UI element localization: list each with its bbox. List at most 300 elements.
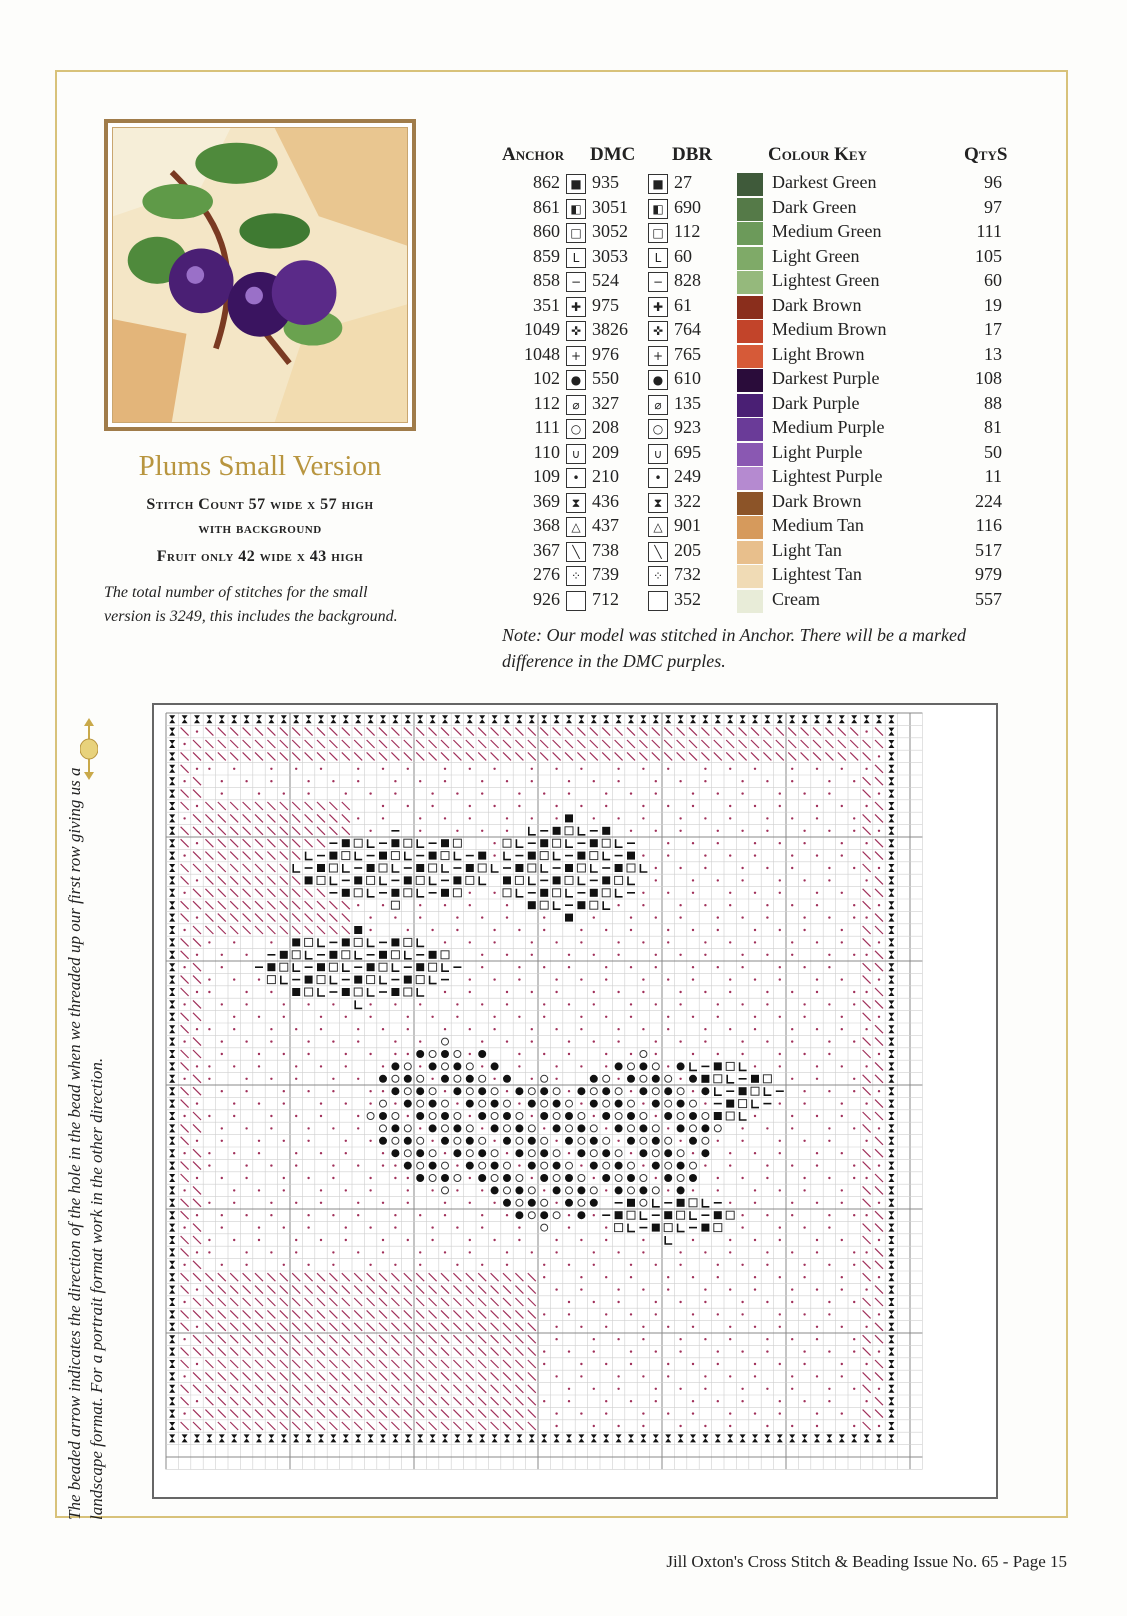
- chart-stitch: [295, 1251, 297, 1253]
- chart-stitch: [342, 1397, 350, 1405]
- chart-stitch: [791, 1115, 793, 1117]
- chart-stitch: [503, 889, 511, 897]
- chart-stitch: [541, 1199, 548, 1206]
- chart-stitch: [541, 864, 548, 872]
- chart-stitch: [531, 1040, 533, 1042]
- chart-stitch: [255, 926, 263, 934]
- chart-stitch: [515, 1298, 523, 1306]
- chart-stitch: [740, 715, 746, 723]
- chart-stitch: [791, 954, 793, 956]
- chart-stitch: [416, 876, 424, 884]
- chart-stitch: [355, 715, 361, 723]
- chart-stitch: [692, 978, 694, 980]
- chart-stitch: [642, 1102, 644, 1104]
- chart-stitch: [267, 814, 275, 822]
- chart-stitch: [541, 1434, 547, 1442]
- chart-stitch: [531, 768, 533, 770]
- anchor-number: 858: [533, 270, 560, 290]
- chart-stitch: [196, 1363, 198, 1365]
- anchor-number: 926: [533, 588, 560, 609]
- chart-stitch: [416, 1360, 424, 1368]
- chart-stitch: [466, 1286, 474, 1294]
- chart-stitch: [642, 1164, 644, 1166]
- chart-stitch: [280, 1385, 288, 1393]
- chart-stitch: [354, 1385, 362, 1393]
- chart-stitch: [813, 740, 821, 748]
- chart-stitch: [218, 1410, 226, 1418]
- dbr-number: 112: [674, 221, 701, 241]
- chart-stitch: [292, 901, 300, 909]
- chart-stitch: [717, 1350, 719, 1352]
- chart-stitch: [329, 1422, 337, 1430]
- chart-stitch: [577, 1087, 585, 1095]
- chart-stitch: [593, 1301, 595, 1303]
- chart-stitch: [565, 1137, 573, 1145]
- chart-stitch: [491, 1124, 499, 1132]
- chart-stitch: [196, 730, 198, 732]
- chart-stitch: [243, 740, 251, 748]
- chart-stitch: [267, 876, 275, 884]
- chart-stitch: [367, 1385, 375, 1393]
- stitch-symbol-icon: ■: [566, 174, 586, 194]
- chart-stitch: [194, 1434, 200, 1442]
- chart-stitch: [391, 1410, 399, 1418]
- chart-stitch: [616, 715, 622, 723]
- chart-stitch: [417, 715, 423, 723]
- chart-stitch: [555, 978, 557, 980]
- chart-stitch: [715, 715, 721, 723]
- chart-stitch: [555, 805, 557, 807]
- chart-stitch: [391, 1372, 399, 1380]
- chart-stitch: [493, 929, 495, 931]
- chart-stitch: [243, 827, 251, 835]
- chart-stitch: [875, 926, 883, 934]
- chart-stitch: [692, 1313, 694, 1315]
- chart-stitch: [429, 1100, 437, 1108]
- chart-stitch: [692, 1276, 694, 1278]
- chart-stitch: [506, 1090, 508, 1092]
- chart-stitch: [330, 715, 336, 723]
- chart-stitch: [357, 780, 359, 782]
- chart-stitch: [394, 1102, 396, 1104]
- chart-stitch: [677, 740, 685, 748]
- chart-stitch: [640, 1199, 647, 1206]
- key-row: [502, 172, 1010, 197]
- chart-stitch: [267, 864, 275, 872]
- chart-stitch: [317, 876, 325, 884]
- chart-stitch: [416, 976, 424, 984]
- chart-stitch: [392, 963, 399, 971]
- chart-stitch: [577, 1186, 585, 1194]
- chart-stitch: [578, 1175, 585, 1182]
- chart-stitch: [193, 1261, 201, 1269]
- chart-stitch: [701, 1124, 709, 1132]
- chart-stitch: [580, 1239, 582, 1241]
- chart-stitch: [531, 1028, 533, 1030]
- chart-stitch: [444, 1202, 446, 1204]
- chart-stitch: [605, 1065, 607, 1067]
- chart-stitch: [478, 1372, 486, 1380]
- chart-stitch: [741, 966, 743, 968]
- chart-stitch: [565, 1199, 573, 1207]
- dbr-number: 765: [674, 343, 701, 364]
- chart-stitch: [404, 1360, 412, 1368]
- chart-stitch: [863, 827, 871, 835]
- chart-stitch: [292, 951, 300, 959]
- chart-stitch: [181, 864, 189, 872]
- chart-stitch: [653, 1434, 659, 1442]
- chart-stitch: [741, 1264, 743, 1266]
- chart-stitch: [481, 1040, 483, 1042]
- chart-stitch: [295, 1152, 297, 1154]
- chart-stitch: [404, 1125, 411, 1132]
- chart-stitch: [515, 1385, 523, 1393]
- chart-stitch: [416, 1335, 424, 1343]
- chart-stitch: [305, 1286, 313, 1294]
- chart-stitch: [320, 1016, 322, 1018]
- chart-stitch: [218, 1360, 226, 1368]
- chart-stitch: [555, 1425, 557, 1427]
- chart-stitch: [407, 768, 409, 770]
- chart-stitch: [169, 790, 175, 798]
- chart-stitch: [863, 963, 871, 971]
- chart-stitch: [196, 1102, 198, 1104]
- chart-stitch: [791, 1375, 793, 1377]
- chart-stitch: [689, 1075, 697, 1083]
- chart-stitch: [382, 768, 384, 770]
- chart-stitch: [481, 1189, 483, 1191]
- chart-stitch: [479, 1075, 486, 1082]
- chart-stitch: [652, 740, 660, 748]
- chart-stitch: [516, 715, 522, 723]
- chart-stitch: [404, 876, 412, 884]
- chart-stitch: [741, 1127, 743, 1129]
- chart-stitch: [307, 1053, 309, 1055]
- chart-stitch: [469, 805, 471, 807]
- chart-stitch: [766, 1338, 768, 1340]
- chart-stitch: [553, 1175, 560, 1182]
- chart-stitch: [515, 1348, 523, 1356]
- chart-stitch: [602, 1149, 610, 1157]
- dmc-number: 3826: [592, 319, 628, 339]
- chart-stitch: [208, 1239, 210, 1241]
- chart-stitch: [431, 1189, 433, 1191]
- chart-stitch: [416, 1273, 424, 1281]
- chart-stitch: [193, 1335, 201, 1343]
- chart-stitch: [791, 867, 793, 869]
- chart-stitch: [478, 1310, 486, 1318]
- chart-stitch: [454, 1175, 461, 1182]
- chart-stitch: [627, 1137, 635, 1145]
- chart-stitch: [692, 892, 694, 894]
- chart-stitch: [292, 926, 300, 934]
- chart-stitch: [518, 792, 520, 794]
- chart-stitch: [329, 802, 337, 810]
- chart-stitch: [593, 1040, 595, 1042]
- chart-stitch: [754, 1363, 756, 1365]
- chart-stitch: [602, 1087, 610, 1095]
- chart-stitch: [221, 1053, 223, 1055]
- chart-stitch: [754, 805, 756, 807]
- chart-stitch: [169, 976, 175, 984]
- chart-stitch: [345, 1102, 347, 1104]
- chart-stitch: [888, 1137, 894, 1145]
- chart-stitch: [392, 1075, 399, 1082]
- chart-stitch: [528, 1100, 536, 1108]
- chart-stitch: [416, 963, 424, 971]
- chart-stitch: [828, 1090, 830, 1092]
- chart-stitch: [865, 991, 867, 993]
- chart-stitch: [779, 792, 781, 794]
- chart-stitch: [751, 740, 759, 748]
- chart-stitch: [342, 1422, 350, 1430]
- chart-stitch: [230, 1422, 238, 1430]
- chart-stitch: [503, 752, 511, 760]
- chart-stitch: [293, 715, 299, 723]
- chart-stitch: [791, 1301, 793, 1303]
- chart-stitch: [444, 780, 446, 782]
- chart-stitch: [617, 991, 619, 993]
- chart-stitch: [531, 991, 533, 993]
- chart-stitch: [652, 1187, 659, 1194]
- chart-stitch: [543, 1400, 545, 1402]
- colour-swatch: [737, 418, 763, 441]
- key-note: Note: Our model was stitched in Anchor. There will be a marked difference in the DMC purples.: [502, 625, 966, 671]
- chart-stitch: [379, 1360, 387, 1368]
- chart-stitch: [258, 1189, 260, 1191]
- chart-stitch: [653, 715, 659, 723]
- chart-stitch: [270, 780, 272, 782]
- chart-stitch: [478, 1335, 486, 1343]
- dmc-number: 739: [592, 564, 619, 584]
- chart-stitch: [407, 1189, 409, 1191]
- chart-stitch: [664, 1087, 672, 1095]
- chart-stitch: [888, 802, 894, 810]
- chart-stitch: [828, 1040, 830, 1042]
- chart-stitch: [701, 1087, 709, 1095]
- chart-stitch: [243, 889, 251, 897]
- chart-stitch: [270, 941, 272, 943]
- chart-stitch: [590, 728, 598, 736]
- chart-stitch: [717, 1003, 719, 1005]
- chart-stitch: [754, 941, 756, 943]
- chart-stitch: [779, 1189, 781, 1191]
- chart-stitch: [577, 864, 585, 872]
- chart-stitch: [379, 852, 387, 860]
- dbr-number: 60: [674, 245, 692, 266]
- chart-stitch: [407, 1028, 409, 1030]
- chart-stitch: [329, 1410, 337, 1418]
- chart-stitch: [630, 1016, 632, 1018]
- chart-stitch: [218, 1372, 226, 1380]
- chart-stitch: [754, 1288, 756, 1290]
- chart-stitch: [379, 728, 387, 736]
- chart-stitch: [841, 978, 843, 980]
- chart-stitch: [169, 752, 175, 760]
- chart-stitch: [429, 752, 437, 760]
- chart-stitch: [230, 1323, 238, 1331]
- chart-stitch: [580, 1016, 582, 1018]
- chart-stitch: [553, 740, 561, 748]
- chart-stitch: [218, 1335, 226, 1343]
- chart-stitch: [169, 1224, 175, 1232]
- chart-stitch: [863, 1000, 871, 1008]
- chart-stitch: [888, 790, 894, 798]
- chart-stitch: [642, 991, 644, 993]
- chart-stitch: [429, 1062, 437, 1070]
- chart-stitch: [429, 1422, 437, 1430]
- chart-stitch: [343, 715, 349, 723]
- chart-stitch: [357, 768, 359, 770]
- chart-stitch: [766, 1214, 768, 1216]
- chart-stitch: [841, 1363, 843, 1365]
- dmc-number: 210: [592, 466, 619, 486]
- chart-stitch: [332, 1177, 334, 1179]
- chart-stitch: [218, 814, 226, 822]
- chart-stitch: [828, 1003, 830, 1005]
- chart-stitch: [380, 1100, 387, 1107]
- chart-stitch: [417, 1075, 424, 1082]
- chart-stitch: [379, 963, 387, 971]
- chart-stitch: [841, 854, 843, 856]
- chart-stitch: [741, 1388, 743, 1390]
- chart-stitch: [367, 1298, 375, 1306]
- chart-stitch: [766, 1127, 768, 1129]
- chart-stitch: [540, 889, 548, 897]
- dmc-header: DMC: [590, 144, 636, 165]
- chart-stitch: [379, 1273, 387, 1281]
- chart-stitch: [679, 1350, 681, 1352]
- chart-stitch: [416, 1286, 424, 1294]
- chart-stitch: [503, 1310, 511, 1318]
- chart-stitch: [181, 938, 189, 946]
- chart-stitch: [791, 817, 793, 819]
- chart-stitch: [218, 914, 226, 922]
- chart-stitch: [580, 1164, 582, 1166]
- chart-stitch: [591, 864, 598, 872]
- chart-stitch: [853, 1338, 855, 1340]
- chart-stitch: [245, 1090, 247, 1092]
- chart-stitch: [231, 1434, 237, 1442]
- chart-stitch: [367, 1286, 375, 1294]
- chart-stitch: [841, 1152, 843, 1154]
- chart-stitch: [317, 864, 325, 872]
- chart-stitch: [766, 954, 768, 956]
- chart-stitch: [593, 1388, 595, 1390]
- chart-stitch: [888, 1211, 894, 1219]
- chart-stitch: [404, 1385, 412, 1393]
- chart-stitch: [442, 1063, 449, 1070]
- chart-stitch: [865, 1288, 867, 1290]
- chart-stitch: [354, 976, 362, 984]
- chart-stitch: [555, 817, 557, 819]
- chart-stitch: [493, 768, 495, 770]
- chart-stitch: [853, 1090, 855, 1092]
- chart-stitch: [640, 1211, 647, 1219]
- chart-stitch: [640, 1175, 647, 1182]
- chart-stitch: [429, 951, 437, 959]
- chart-stitch: [493, 1016, 495, 1018]
- chart-stitch: [652, 1150, 659, 1157]
- chart-stitch: [803, 842, 805, 844]
- chart-stitch: [478, 1422, 486, 1430]
- chart-stitch: [491, 1273, 499, 1281]
- chart-stitch: [267, 752, 275, 760]
- chart-stitch: [243, 1286, 251, 1294]
- dbr-number: 352: [674, 588, 701, 609]
- chart-stitch: [444, 1251, 446, 1253]
- chart-stitch: [853, 1177, 855, 1179]
- chart-stitch: [878, 830, 880, 832]
- chart-stitch: [255, 914, 263, 922]
- chart-stitch: [466, 1335, 474, 1343]
- chart-stitch: [766, 1388, 768, 1390]
- chart-stitch: [245, 1003, 247, 1005]
- chart-stitch: [357, 817, 359, 819]
- chart-stitch: [679, 1251, 681, 1253]
- chart-stitch: [603, 1434, 609, 1442]
- chart-stitch: [504, 1125, 511, 1132]
- quantity: 108: [975, 368, 1002, 388]
- chart-stitch: [853, 1127, 855, 1129]
- chart-stitch: [453, 1298, 461, 1306]
- chart-stitch: [404, 1063, 411, 1070]
- chart-stitch: [456, 1016, 458, 1018]
- chart-stitch: [515, 1323, 523, 1331]
- chart-stitch: [430, 876, 437, 884]
- chart-stitch: [245, 1127, 247, 1129]
- chart-stitch: [627, 728, 635, 736]
- chart-stitch: [379, 1298, 387, 1306]
- chart-stitch: [577, 752, 585, 760]
- chart-stitch: [416, 1323, 424, 1331]
- chart-stitch: [193, 938, 201, 946]
- chart-stitch: [853, 1264, 855, 1266]
- chart-stitch: [803, 1350, 805, 1352]
- chart-stitch: [850, 740, 858, 748]
- chart-stitch: [826, 1434, 832, 1442]
- chart-stitch: [888, 1199, 894, 1207]
- chart-stitch: [169, 1422, 175, 1430]
- chart-stitch: [617, 941, 619, 943]
- chart-stitch: [617, 817, 619, 819]
- chart-stitch: [183, 1115, 185, 1117]
- chart-stitch: [367, 1360, 375, 1368]
- chart-stitch: [515, 864, 523, 872]
- chart-stitch: [665, 1137, 672, 1144]
- chart-stitch: [243, 926, 251, 934]
- chart-stitch: [317, 1410, 325, 1418]
- chart-stitch: [221, 954, 223, 956]
- chart-stitch: [255, 901, 263, 909]
- chart-stitch: [169, 1273, 175, 1281]
- colour-swatch: [737, 345, 763, 368]
- chart-stitch: [865, 954, 867, 956]
- chart-stitch: [193, 777, 201, 785]
- chart-stitch: [169, 1397, 175, 1405]
- chart-stitch: [878, 1090, 880, 1092]
- chart-stitch: [515, 1211, 523, 1219]
- chart-stitch: [295, 1202, 297, 1204]
- chart-stitch: [617, 954, 619, 956]
- chart-stitch: [404, 752, 412, 760]
- chart-stitch: [704, 867, 706, 869]
- chart-stitch: [429, 1360, 437, 1368]
- colour-swatch: [737, 443, 763, 466]
- chart-stitch: [454, 1137, 461, 1144]
- chart-stitch: [888, 1062, 894, 1070]
- stitch-symbol-icon: ■: [648, 174, 668, 194]
